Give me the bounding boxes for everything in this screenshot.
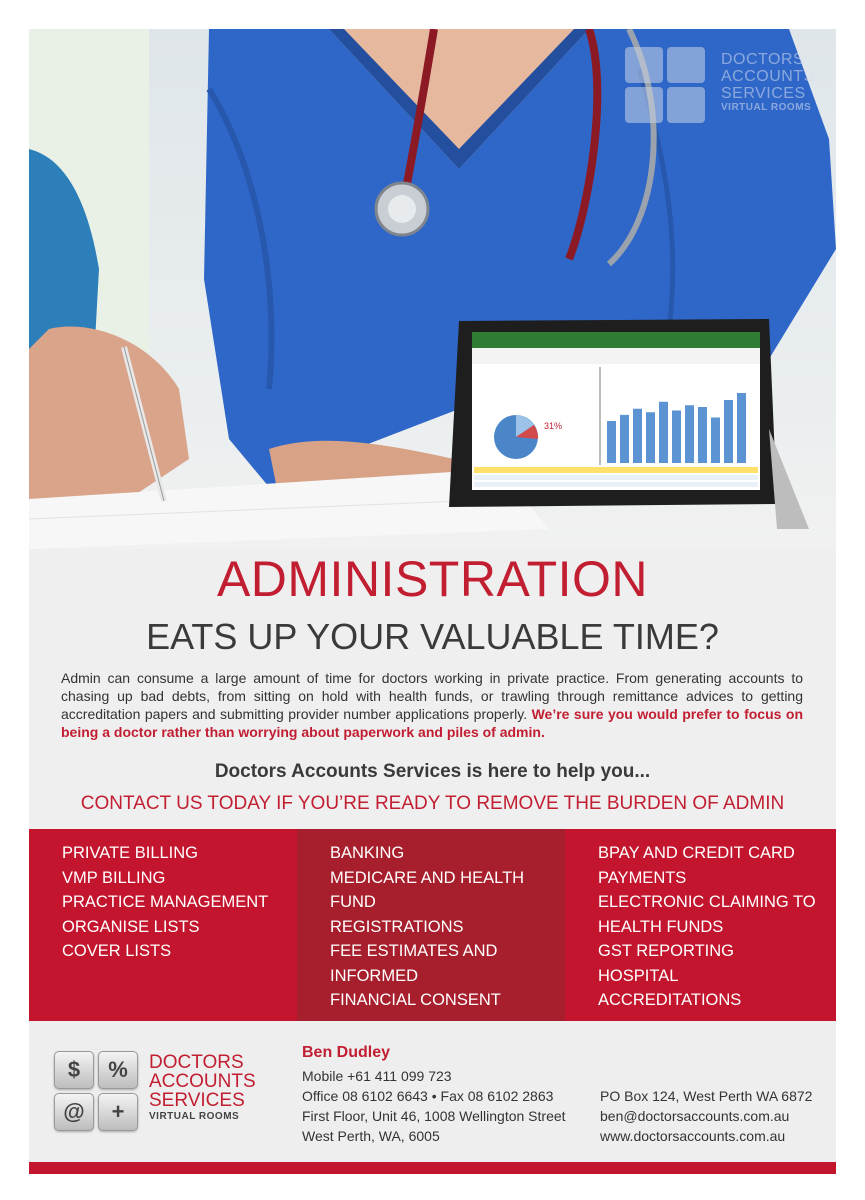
logo-line-2: ACCOUNTS — [149, 1071, 256, 1092]
help-line: Doctors Accounts Services is here to help you... — [214, 761, 651, 782]
body-emphasis: We’re sure you would prefer to focus on being a doctor rather than worrying about paperwork and piles of admin. — [61, 706, 804, 740]
service-item: GST REPORTING — [598, 942, 734, 960]
watermark-line-3: SERVICES — [721, 85, 806, 102]
at-sign-icon: @ — [54, 1093, 94, 1131]
contact-name: Ben Dudley — [302, 1044, 391, 1061]
email-link[interactable]: ben@doctorsaccounts.com.au — [600, 1108, 790, 1124]
hero-photo — [29, 29, 836, 549]
watermark-line-1: DOCTORS — [721, 51, 805, 68]
tablet-bar — [685, 405, 694, 463]
service-item: HEALTH FUNDS — [598, 917, 724, 936]
svg-text:31%: 31% — [544, 421, 563, 431]
logo-tiles-icon — [54, 1051, 138, 1135]
contact-cta: CONTACT US TODAY IF YOU’RE READY TO REMOVE THE BURDEN OF ADMIN — [80, 793, 785, 814]
contact-office-fax: Office 08 6102 6643 • Fax 08 6102 2863 — [302, 1088, 554, 1104]
postal-web-details — [600, 1086, 830, 1146]
tablet-bar — [633, 409, 642, 463]
service-item: INFORMED — [330, 966, 418, 985]
contact-mobile: Mobile +61 411 099 723 — [302, 1068, 452, 1084]
tablet-bar — [724, 400, 733, 463]
service-item: VMP BILLING — [62, 868, 166, 887]
po-box: PO Box 124, West Perth WA 6872 — [600, 1088, 813, 1104]
tablet-bar — [620, 415, 629, 463]
tablet-bar — [737, 393, 746, 463]
headline: ADMINISTRATION — [216, 551, 649, 607]
services-band — [29, 829, 836, 1021]
tablet-bar — [672, 411, 681, 464]
website-link[interactable]: www.doctorsaccounts.com.au — [600, 1128, 786, 1144]
subheadline: EATS UP YOUR VALUABLE TIME? — [146, 616, 719, 657]
logo-line-1: DOCTORS — [149, 1052, 244, 1073]
tablet-bar — [646, 412, 655, 463]
service-item: ELECTRONIC CLAIMING TO — [598, 893, 816, 911]
footer-logo-text — [149, 1053, 289, 1124]
contact-details — [302, 1066, 592, 1146]
service-item: ACCREDITATIONS — [598, 991, 742, 1009]
service-item: PRACTICE MANAGEMENT — [62, 893, 269, 911]
footer — [29, 1021, 836, 1174]
watermark-tiles-icon — [625, 47, 709, 127]
service-item: MEDICARE AND HEALTH — [330, 868, 525, 887]
service-item: REGISTRATIONS — [330, 917, 464, 936]
flyer — [29, 29, 836, 1174]
contact-suburb: West Perth, WA, 6005 — [302, 1128, 440, 1144]
service-item: BANKING — [330, 844, 405, 862]
watermark-sub: VIRTUAL ROOMS — [721, 102, 812, 113]
service-item: HOSPITAL — [598, 966, 679, 985]
body-plain: Admin can consume a large amount of time for doctors working in private practice. From generating accounts to chasing up bad debts, from sitting on hold with health funds, or trawling through remittance advices to getting accreditation papers and submitting provider number applications properly. — [61, 670, 803, 722]
service-item: FEE ESTIMATES AND — [330, 942, 498, 960]
plus-icon: + — [98, 1093, 138, 1131]
contact-street: First Floor, Unit 46, 1008 Wellington Street — [302, 1108, 566, 1124]
service-item: PAYMENTS — [598, 868, 687, 887]
tablet-bar — [698, 407, 707, 463]
logo-sub: VIRTUAL ROOMS — [149, 1111, 240, 1122]
tablet-bar — [607, 421, 616, 463]
body-copy — [61, 669, 803, 741]
bottom-rule — [29, 1162, 836, 1174]
watermark-logo — [625, 47, 825, 127]
watermark-line-2: ACCOUNTS — [721, 68, 815, 85]
tablet-bar — [711, 418, 720, 464]
service-item: PRIVATE BILLING — [62, 844, 199, 862]
services-column-3 — [565, 829, 836, 1021]
service-item: COVER LISTS — [62, 942, 172, 960]
logo-line-3: SERVICES — [149, 1090, 245, 1111]
services-column-1 — [29, 829, 297, 1021]
service-item: FINANCIAL CONSENT — [330, 991, 501, 1009]
percent-icon: % — [98, 1051, 138, 1089]
service-item: ORGANISE LISTS — [62, 917, 200, 936]
tablet-bar — [659, 402, 668, 463]
service-item: FUND — [330, 893, 376, 911]
dollar-icon: $ — [54, 1051, 94, 1089]
service-item: BPAY AND CREDIT CARD — [598, 844, 795, 862]
services-column-2 — [297, 829, 565, 1021]
